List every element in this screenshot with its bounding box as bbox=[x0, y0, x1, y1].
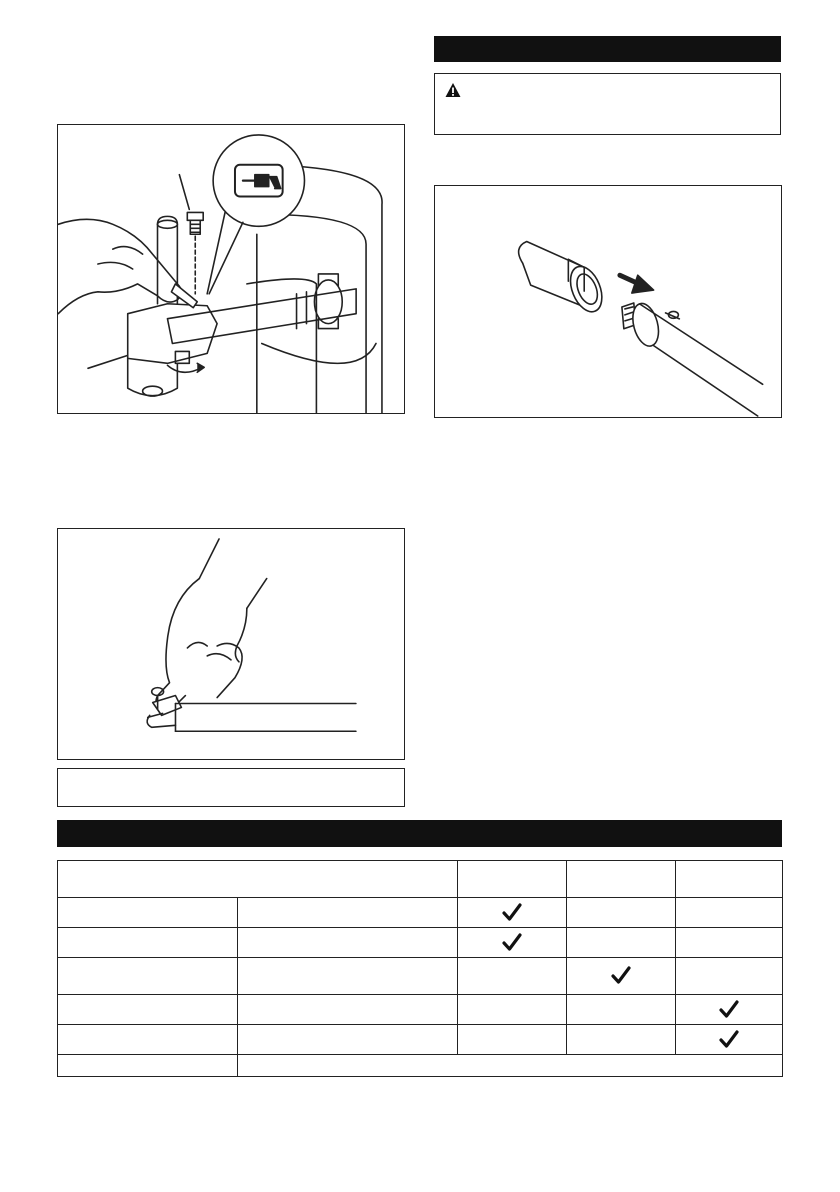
table-row bbox=[58, 928, 783, 958]
note-box bbox=[57, 768, 405, 807]
check-cell bbox=[567, 898, 676, 928]
table-row bbox=[58, 995, 783, 1025]
shaft-coupling-illustration bbox=[435, 186, 781, 417]
row-detail-cell bbox=[238, 928, 458, 958]
checkmark-icon bbox=[501, 932, 523, 954]
figure-shaft-coupling bbox=[434, 185, 782, 418]
row-item-cell bbox=[58, 898, 238, 928]
checkmark-icon bbox=[610, 965, 632, 987]
check-cell bbox=[458, 898, 567, 928]
row-item-cell bbox=[58, 958, 238, 995]
table-footer-row bbox=[58, 1055, 783, 1077]
row-detail-cell bbox=[238, 995, 458, 1025]
schedule-header-bar bbox=[57, 820, 782, 847]
check-cell bbox=[458, 1025, 567, 1055]
check-cell bbox=[676, 1025, 783, 1055]
check-cell bbox=[567, 1025, 676, 1055]
check-cell bbox=[458, 995, 567, 1025]
footer-item-cell bbox=[58, 1055, 238, 1077]
header-col1-cell bbox=[458, 861, 567, 898]
check-cell bbox=[676, 928, 783, 958]
figure-grease-gearhead bbox=[57, 124, 405, 414]
check-cell bbox=[676, 898, 783, 928]
gearhead-illustration bbox=[58, 125, 404, 413]
figure-grease-pipe bbox=[57, 528, 405, 760]
row-detail-cell bbox=[238, 958, 458, 995]
table-row bbox=[58, 958, 783, 995]
maintenance-schedule-table bbox=[57, 860, 783, 1077]
check-cell bbox=[567, 995, 676, 1025]
check-cell bbox=[567, 928, 676, 958]
check-cell bbox=[567, 958, 676, 995]
table-row bbox=[58, 898, 783, 928]
checkmark-icon bbox=[718, 999, 740, 1021]
table-row bbox=[58, 1025, 783, 1055]
check-cell bbox=[458, 958, 567, 995]
grease-pipe-illustration bbox=[58, 529, 404, 759]
row-item-cell bbox=[58, 1025, 238, 1055]
warning-triangle-icon bbox=[445, 82, 461, 98]
checkmark-icon bbox=[718, 1029, 740, 1051]
check-cell bbox=[676, 958, 783, 995]
check-cell bbox=[676, 995, 783, 1025]
section-header-bar bbox=[434, 36, 781, 62]
footer-detail-cell bbox=[238, 1055, 783, 1077]
warning-box bbox=[434, 73, 781, 135]
row-item-cell bbox=[58, 995, 238, 1025]
header-item-cell bbox=[58, 861, 458, 898]
row-detail-cell bbox=[238, 1025, 458, 1055]
row-detail-cell bbox=[238, 898, 458, 928]
row-item-cell bbox=[58, 928, 238, 958]
check-cell bbox=[458, 928, 567, 958]
table-header-row bbox=[58, 861, 783, 898]
checkmark-icon bbox=[501, 902, 523, 924]
header-col2-cell bbox=[567, 861, 676, 898]
header-col3-cell bbox=[676, 861, 783, 898]
